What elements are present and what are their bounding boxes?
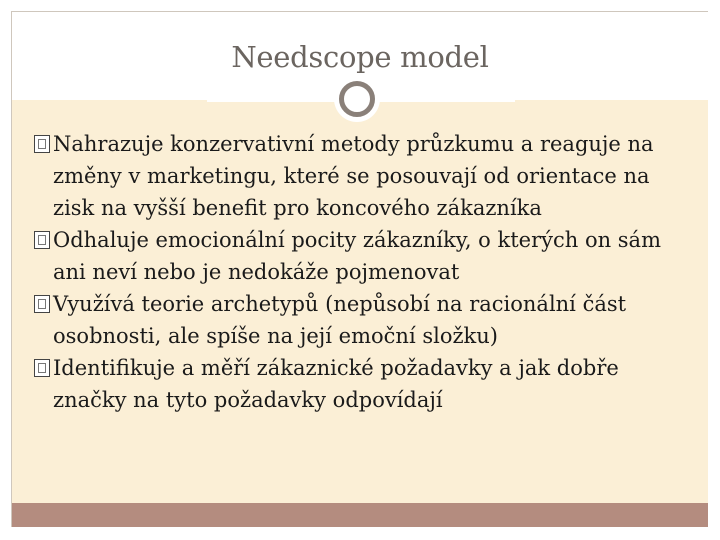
missing-glyph-box-icon xyxy=(34,295,50,313)
bullet-text: Odhaluje emocionální pocity zákazníky, o kterých on sám ani neví nebo je nedokáže pojmenovat xyxy=(53,228,661,284)
footer-bar xyxy=(12,503,708,527)
missing-glyph-box-icon xyxy=(34,135,50,153)
bullet-item xyxy=(34,352,694,416)
bullet-text: Využívá teorie archetypů (nepůsobí na racionální část osobnosti, ale spíše na její emoční složku) xyxy=(53,292,627,348)
bullet-item xyxy=(34,224,694,288)
circle-ring-icon xyxy=(339,81,375,117)
bullet-text: Identifikuje a měří zákaznické požadavky a jak dobře značky na tyto požadavky odpovídají xyxy=(53,356,619,412)
bullet-list xyxy=(34,128,694,416)
slide-title: Needscope model xyxy=(231,40,489,74)
missing-glyph-box-icon xyxy=(34,359,50,377)
bullet-item xyxy=(34,128,694,224)
bullet-item xyxy=(34,288,694,352)
bullet-text: Nahrazuje konzervativní metody průzkumu a reaguje na změny v marketingu, které se posouvají od orientace na zisk na vyšší benefit pro koncového zákazníka xyxy=(53,132,654,220)
missing-glyph-box-icon xyxy=(34,231,50,249)
